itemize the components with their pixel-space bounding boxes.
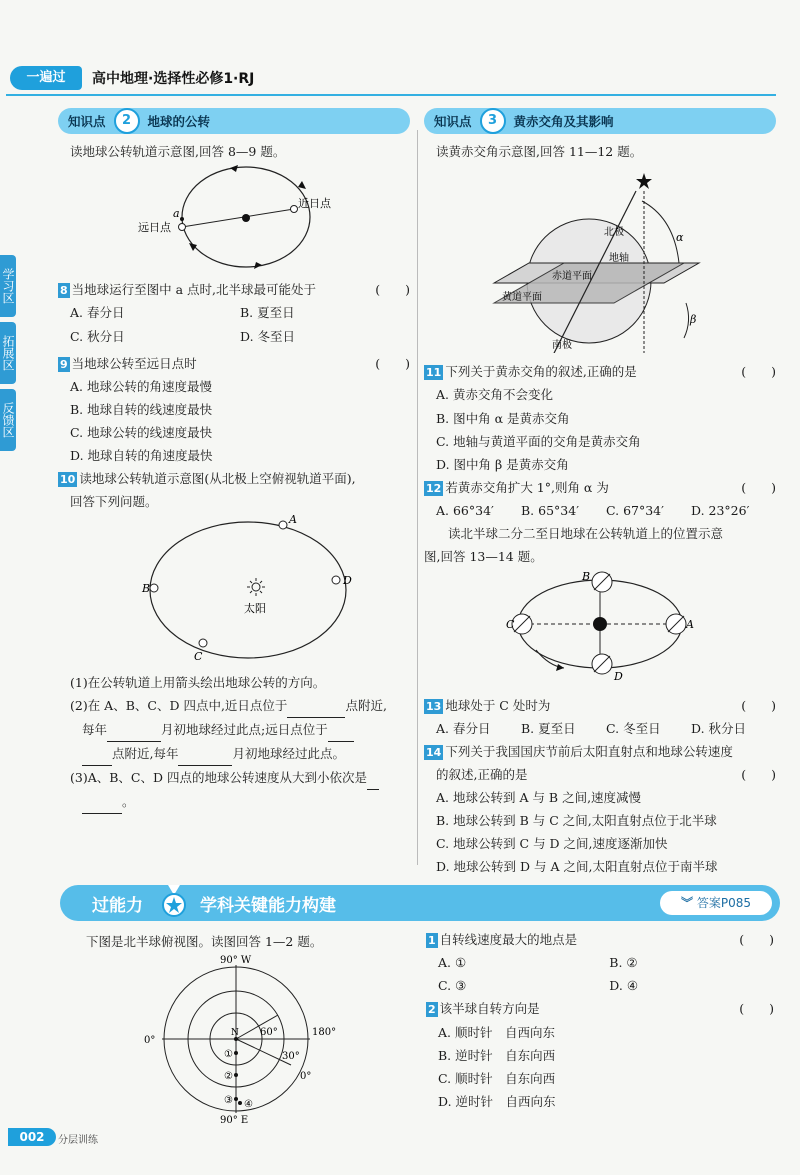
q8-option-d[interactable]: D. 冬至日 [240,328,296,344]
label-north-pole: 北极 [604,227,624,239]
label-axis: 地轴 [609,253,629,265]
q11-option-a[interactable]: A. 黄赤交角不会变化 [436,387,553,403]
label-a: a [173,207,180,221]
q14-answer-paren[interactable]: ( ) [741,766,776,782]
polaris-star-icon [636,173,652,189]
kp-title: 地球的公转 [147,114,211,129]
footer-label: 分层训练 [58,1135,98,1146]
left-column [58,108,410,814]
label-p4: ④ [244,1099,253,1111]
qb2-option-c[interactable]: C. 顺时针 自东向西 [438,1070,556,1086]
intro-1-2: 下图是北半球俯视图。读图回答 1—2 题。 [86,934,323,949]
q13-option-c[interactable]: C. 冬至日 [606,720,661,736]
q9-option-a[interactable]: A. 地球公转的角速度最慢 [70,378,212,394]
orbit-arrow-left [189,243,197,251]
kp-number: 3 [480,108,506,134]
label-perihelion: 近日点 [298,197,331,211]
q8-number: 8 [60,284,68,298]
polar-view-diagram [86,953,346,1125]
q10-p2-text-f: 月初地球经过此点。 [232,746,345,761]
side-tab-extend[interactable]: 拓展区 [0,322,16,384]
q11-text: 下列关于黄赤交角的叙述,正确的是 [445,364,637,380]
q8-option-a[interactable]: A. 春分日 [70,305,125,321]
q14-option-c[interactable]: C. 地球公转到 C 与 D 之间,速度逐渐加快 [436,836,668,852]
q10-part-2-line1 [58,694,410,718]
page-number: 002 [8,1128,56,1146]
q8-option-b[interactable]: B. 夏至日 [240,305,295,321]
intro-13-14-line2: 图,回答 13—14 题。 [424,549,543,565]
question-9 [58,352,410,375]
obliquity-diagram [424,163,776,353]
point-2-dot [234,1073,238,1077]
sun-dot [242,214,250,222]
qb2-option-a[interactable]: A. 顺时针 自西向东 [438,1024,555,1040]
qb1-answer-paren[interactable]: ( ) [739,932,774,947]
bottom-left [86,930,411,1132]
label-C: C [194,649,203,663]
sun-icon [247,578,265,596]
q13-text: 地球处于 C 处时为 [445,697,551,713]
q14-option-a[interactable]: A. 地球公转到 A 与 B 之间,速度减慢 [436,790,642,805]
series-logo: 一遍过 [10,66,82,90]
q9-answer-paren[interactable]: ( ) [375,355,410,371]
blank-perihelion-point[interactable] [287,694,345,718]
perihelion-point [291,206,298,213]
blank-aphelion-point-1[interactable] [328,718,354,742]
q14-text-2: 的叙述,正确的是 [436,766,528,782]
blank-speed-order-2[interactable] [82,790,122,814]
label-C2: C [506,618,515,632]
q11-option-d[interactable]: D. 图中角 β 是黄赤交角 [436,456,569,472]
label-alpha: α [676,231,684,245]
qb1-option-c[interactable]: C. ③ [438,978,467,994]
q13-option-b[interactable]: B. 夏至日 [521,720,576,736]
blank-aphelion-point-2[interactable] [82,742,112,766]
q10-part-2-line3 [58,742,410,766]
label-A2: A [686,618,694,632]
label-beta: β [690,313,697,327]
label-0-right: 0° [300,1071,312,1083]
q10-number: 10 [60,473,76,487]
q13-option-a[interactable]: A. 春分日 [436,720,491,736]
label-90e: 90° E [220,1115,249,1126]
kp-title: 黄赤交角及其影响 [513,114,614,129]
label-60: 60° [260,1027,278,1039]
blank-speed-order-1[interactable] [367,766,379,790]
qb2-text: 该半球自转方向是 [439,1001,540,1017]
intro-11-12: 读黄赤交角示意图,回答 11—12 题。 [436,144,643,159]
q9-option-b[interactable]: B. 地球自转的线速度最快 [70,401,213,417]
beta-arc [684,303,689,338]
q11-option-c[interactable]: C. 地轴与黄道平面的交角是黄赤交角 [436,433,641,449]
page-footer [8,1128,108,1146]
label-sun: 太阳 [244,601,266,615]
label-D: D [343,573,352,587]
q12-option-d[interactable]: D. 23°26′ [691,503,750,518]
q11-number: 11 [426,366,442,380]
label-B2: B [582,570,591,584]
q9-text: 当地球公转至远日点时 [71,355,197,371]
q14-text-line2 [424,763,776,786]
point-D [332,576,340,584]
q10-part-1: (1)在公转轨道上用箭头绘出地球公转的方向。 [70,674,326,690]
qb1-options-row1 [426,951,774,974]
orbit-arrow-top [230,165,238,172]
point-a [180,217,184,221]
point-4-dot [238,1101,242,1105]
q10-p3-text-b: 。 [122,794,135,810]
bottom-right [426,928,774,1113]
q12-options [424,499,776,522]
qb2-option-d[interactable]: D. 逆时针 自西向东 [438,1093,556,1109]
side-tab-study[interactable]: 学习区 [0,255,16,317]
q11-answer-paren[interactable]: ( ) [741,364,776,380]
q8-text: 当地球运行至图中 a 点时,北半球最可能处于 [71,282,317,298]
qb1-option-a[interactable]: A. ① [438,955,467,971]
q10-part-2-line2 [58,718,410,742]
label-p2: ② [224,1071,233,1083]
ability-section-band [60,885,780,921]
side-tabs [0,255,20,456]
q10-p2-text-e: 点附近,每年 [112,746,179,761]
question-8 [58,278,410,301]
q9-option-c[interactable]: C. 地球公转的线速度最快 [70,425,213,440]
label-ecliptic-plane: 黄道平面 [502,292,542,304]
intro-8-9: 读地球公转轨道示意图,回答 8—9 题。 [70,144,286,159]
label-equator-plane: 赤道平面 [552,271,592,283]
side-tab-feedback[interactable]: 反馈区 [0,389,16,451]
question-10 [58,467,410,490]
q12-option-a[interactable]: A. 66°34′ [436,503,494,518]
q14-option-d[interactable]: D. 地球公转到 D 与 A 之间,太阳直射点位于南半球 [436,859,718,875]
orbit-arrow-right [298,181,306,189]
q12-text: 若黄赤交角扩大 1°,则角 α 为 [445,479,609,495]
label-30: 30° [282,1051,300,1063]
q10-p3-text-a: (3)A、B、C、D 四点的地球公转速度从大到小依次是 [70,770,367,786]
q10-part-3-line2 [58,790,410,814]
label-south-pole: 南极 [552,340,572,352]
question-b2 [426,997,774,1020]
question-11 [424,360,776,383]
q9-number: 9 [60,357,68,371]
major-axis-line [182,209,294,227]
blank-perihelion-month[interactable] [107,718,161,742]
label-n: N [231,1028,239,1039]
q8-options-row2 [58,325,410,348]
q12-answer-paren[interactable]: ( ) [741,479,776,495]
q13-option-d[interactable]: D. 秋分日 [691,720,747,736]
point-A [279,521,287,529]
knowledge-point-3-header [424,108,776,134]
q10-p2-text-b: 点附近, [345,697,387,713]
solstice-orbit-diagram [424,568,776,686]
kp-label: 知识点 [68,114,106,129]
q12-option-c[interactable]: C. 67°34′ [606,503,664,518]
label-p3: ③ [224,1095,233,1107]
q13-number: 13 [426,699,442,713]
answer-reference-button[interactable] [660,891,772,915]
question-b1 [426,928,774,951]
q14-option-b[interactable]: B. 地球公转到 B 与 C 之间,太阳直射点位于北半球 [436,813,717,829]
q13-options [424,717,776,740]
q13-answer-paren[interactable]: ( ) [741,697,776,713]
qb2-option-b[interactable]: B. 逆时针 自东向西 [438,1047,556,1063]
point-1-dot [234,1051,238,1055]
label-180: 180° [312,1027,337,1039]
intro-13-14: 读北半球二分二至日地球在公转轨道上的位置示意 [448,526,724,542]
label-A: A [289,513,297,526]
q14-number: 14 [426,745,442,759]
orbit-arrow-bottom [254,262,262,269]
qb1-option-d[interactable]: D. ④ [609,978,639,994]
point-B [150,584,158,592]
q10-p2-text-a: (2)在 A、B、C、D 四点中,近日点位于 [70,697,288,713]
orbit-ellipse-2 [150,522,346,658]
revolution-arrowhead [556,664,564,671]
qb2-answer-paren[interactable]: ( ) [739,1001,774,1017]
page-header [6,62,776,96]
label-B: B [142,581,151,595]
q8-option-c[interactable]: C. 秋分日 [70,328,125,344]
double-chevron-down-icon: ︾ [681,896,694,910]
medal-icon [160,885,188,921]
qb2-number: 2 [428,1003,436,1017]
point-3-dot [234,1097,238,1101]
column-divider [417,130,418,865]
label-aphelion: 远日点 [138,221,171,235]
question-13 [424,694,776,717]
q10-p2-text-d: 月初地球经过此点;远日点位于 [161,721,328,737]
qb1-options-row2 [426,974,774,997]
q11-option-b[interactable]: B. 图中角 α 是黄赤交角 [436,410,570,426]
label-p1: ① [224,1049,233,1061]
question-12 [424,476,776,499]
point-C [199,639,207,647]
q8-answer-paren[interactable]: ( ) [375,282,410,298]
q8-options-row1 [58,301,410,324]
kp-number: 2 [114,108,140,134]
question-14 [424,740,776,763]
band-title-2: 学科关键能力构建 [200,896,336,916]
sun-dot-2 [593,617,607,631]
q10-text: 读地球公转轨道示意图(从北极上空俯视轨道平面), [79,471,356,487]
band-title-1: 过能力 [92,896,143,916]
orbit-diagram-1 [58,163,410,271]
q14-text: 下列关于我国国庆节前后太阳直射点和地球公转速度 [445,743,733,759]
knowledge-point-2-header [58,108,410,134]
alpha-arc [642,201,679,263]
q12-option-b[interactable]: B. 65°34′ [521,503,580,518]
q10-p2-text-c: 每年 [82,721,108,737]
aphelion-point [179,224,186,231]
orbit-diagram-2 [58,514,410,664]
qb1-number: 1 [428,934,436,947]
blank-aphelion-month[interactable] [178,742,232,766]
qb1-option-b[interactable]: B. ② [609,955,638,971]
right-column [424,108,776,879]
kp-label: 知识点 [434,114,472,129]
label-0-left: 0° [144,1035,156,1047]
qb1-text: 自转线速度最大的地点是 [439,932,578,947]
q12-number: 12 [426,481,442,495]
q10-text-2: 回答下列问题。 [70,494,158,510]
book-title: 高中地理·选择性必修1·RJ [92,71,255,87]
label-90w: 90° W [220,955,252,967]
q10-part-3-line1 [58,766,410,790]
answer-page-label: 答案P085 [696,896,751,910]
q9-option-d[interactable]: D. 地球自转的角速度最快 [70,448,213,464]
label-D2: D [614,670,623,684]
